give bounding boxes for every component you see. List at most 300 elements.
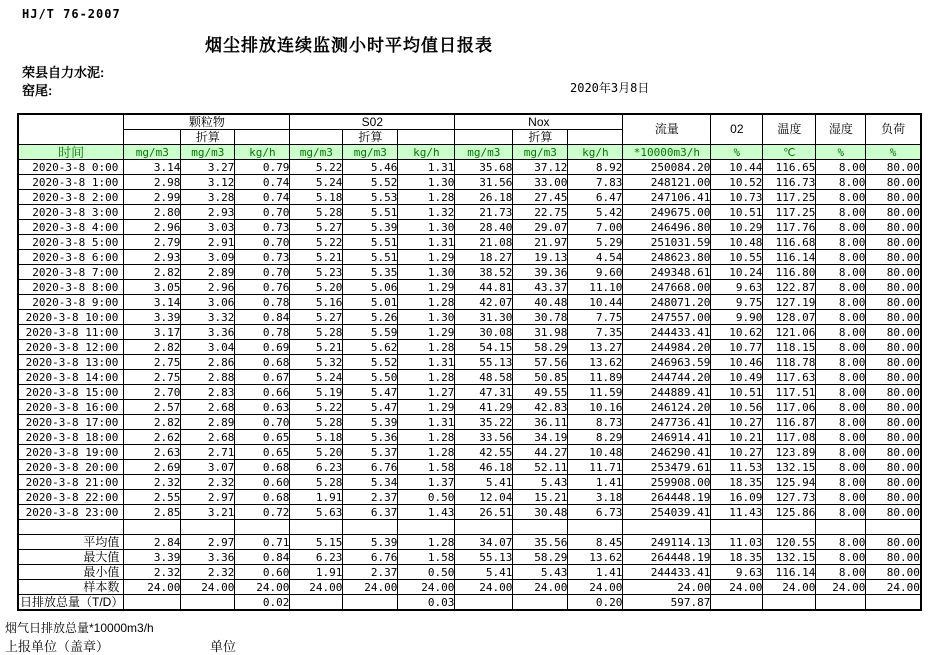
value-cell: 8.00 <box>816 295 866 310</box>
value-cell: 13.27 <box>568 340 623 355</box>
value-cell: 80.00 <box>866 220 921 235</box>
value-cell: 2.83 <box>181 385 235 400</box>
value-cell: 247557.00 <box>623 310 711 325</box>
value-cell: 80.00 <box>866 430 921 445</box>
value-cell: 132.15 <box>763 550 816 565</box>
value-cell: 5.23 <box>290 265 343 280</box>
group-header-nox: Nox <box>455 114 623 130</box>
value-cell: 2.85 <box>124 505 181 520</box>
value-cell: 26.18 <box>455 190 513 205</box>
value-cell <box>866 595 921 611</box>
value-cell: 1.32 <box>398 205 455 220</box>
value-cell: 3.12 <box>181 175 235 190</box>
subheader-so2-converted: 折算 <box>343 130 398 145</box>
value-cell: 0.78 <box>235 325 290 340</box>
value-cell: 2.79 <box>124 235 181 250</box>
header-group-row <box>18 114 921 130</box>
value-cell: 1.28 <box>398 535 455 550</box>
group-header-pm: 颗粒物 <box>124 114 290 130</box>
company-name: 荣县自力水泥: <box>22 65 105 80</box>
data-row <box>18 175 921 190</box>
value-cell: 24.00 <box>623 580 711 595</box>
value-cell: 5.24 <box>290 370 343 385</box>
data-row <box>18 370 921 385</box>
value-cell: 5.43 <box>513 565 568 580</box>
subheader-blank <box>235 130 290 145</box>
value-cell: 2.75 <box>124 355 181 370</box>
value-cell: 5.36 <box>343 430 398 445</box>
row-label-cell: 2020-3-8 11:00 <box>18 325 124 340</box>
value-cell: 24.00 <box>711 580 763 595</box>
value-cell: 244433.41 <box>623 565 711 580</box>
value-cell: 3.21 <box>181 505 235 520</box>
value-cell: 29.07 <box>513 220 568 235</box>
value-cell: 10.77 <box>711 340 763 355</box>
value-cell: 2.89 <box>181 415 235 430</box>
value-cell: 5.46 <box>343 160 398 175</box>
row-label-cell: 2020-3-8 19:00 <box>18 445 124 460</box>
row-label-cell: 2020-3-8 4:00 <box>18 220 124 235</box>
row-label-cell: 2020-3-8 15:00 <box>18 385 124 400</box>
value-cell: 121.06 <box>763 325 816 340</box>
value-cell: 5.20 <box>290 280 343 295</box>
value-cell: 40.48 <box>513 295 568 310</box>
value-cell: 5.35 <box>343 265 398 280</box>
value-cell: 5.53 <box>343 190 398 205</box>
value-cell: 8.00 <box>816 205 866 220</box>
value-cell: 80.00 <box>866 535 921 550</box>
value-cell: 24.00 <box>866 580 921 595</box>
value-cell: 247736.41 <box>623 415 711 430</box>
value-cell: 3.03 <box>181 220 235 235</box>
value-cell: 80.00 <box>866 265 921 280</box>
value-cell: 0.79 <box>235 160 290 175</box>
value-cell: 4.54 <box>568 250 623 265</box>
value-cell: 3.17 <box>124 325 181 340</box>
value-cell: 9.63 <box>711 280 763 295</box>
value-cell: 30.78 <box>513 310 568 325</box>
header-units-row <box>18 145 921 160</box>
value-cell: 10.56 <box>711 400 763 415</box>
value-cell: 2.93 <box>124 250 181 265</box>
value-cell: 249114.13 <box>623 535 711 550</box>
value-cell: 80.00 <box>866 325 921 340</box>
value-cell: 5.24 <box>290 175 343 190</box>
value-cell: 30.08 <box>455 325 513 340</box>
unit-cell: mg/m3 <box>455 145 513 160</box>
row-label-cell: 2020-3-8 7:00 <box>18 265 124 280</box>
value-cell: 10.49 <box>711 370 763 385</box>
value-cell: 1.30 <box>398 310 455 325</box>
value-cell: 10.27 <box>711 445 763 460</box>
value-cell: 2.91 <box>181 235 235 250</box>
value-cell: 8.00 <box>816 400 866 415</box>
subheader-nox-converted: 折算 <box>513 130 568 145</box>
empty-cell <box>866 520 921 535</box>
value-cell: 117.08 <box>763 430 816 445</box>
value-cell: 5.27 <box>290 310 343 325</box>
data-row <box>18 250 921 265</box>
value-cell: 8.00 <box>816 235 866 250</box>
value-cell: 2.32 <box>124 475 181 490</box>
row-label-cell: 2020-3-8 9:00 <box>18 295 124 310</box>
summary-row <box>18 535 921 550</box>
value-cell: 2.96 <box>124 220 181 235</box>
row-label-cell: 2020-3-8 3:00 <box>18 205 124 220</box>
row-label-cell: 2020-3-8 14:00 <box>18 370 124 385</box>
value-cell: 33.56 <box>455 430 513 445</box>
table-body <box>18 160 921 611</box>
value-cell: 21.97 <box>513 235 568 250</box>
value-cell: 116.68 <box>763 235 816 250</box>
value-cell: 6.23 <box>290 460 343 475</box>
value-cell: 5.19 <box>290 385 343 400</box>
unit-cell: mg/m3 <box>181 145 235 160</box>
value-cell: 2.32 <box>124 565 181 580</box>
value-cell: 127.73 <box>763 490 816 505</box>
unit-cell: mg/m3 <box>290 145 343 160</box>
report-date: 2020年3月8日 <box>570 81 650 95</box>
value-cell: 8.00 <box>816 535 866 550</box>
value-cell: 2.70 <box>124 385 181 400</box>
value-cell: 12.04 <box>455 490 513 505</box>
value-cell: 1.91 <box>290 565 343 580</box>
data-row <box>18 295 921 310</box>
value-cell: 35.56 <box>513 535 568 550</box>
value-cell: 127.19 <box>763 295 816 310</box>
value-cell: 24.00 <box>235 580 290 595</box>
value-cell: 2.82 <box>124 340 181 355</box>
value-cell: 1.31 <box>398 235 455 250</box>
value-cell: 8.00 <box>816 310 866 325</box>
value-cell: 8.00 <box>816 370 866 385</box>
value-cell: 50.85 <box>513 370 568 385</box>
empty-cell <box>455 520 513 535</box>
value-cell: 8.00 <box>816 355 866 370</box>
group-header-load: 负荷 <box>866 114 921 145</box>
value-cell: 11.71 <box>568 460 623 475</box>
value-cell: 0.68 <box>235 490 290 505</box>
value-cell: 117.63 <box>763 370 816 385</box>
value-cell: 5.21 <box>290 250 343 265</box>
value-cell: 8.45 <box>568 535 623 550</box>
value-cell: 80.00 <box>866 280 921 295</box>
row-label-cell: 2020-3-8 0:00 <box>18 160 124 175</box>
value-cell: 48.58 <box>455 370 513 385</box>
value-cell: 0.73 <box>235 250 290 265</box>
time-header-spacer <box>18 114 124 145</box>
value-cell: 24.00 <box>513 580 568 595</box>
value-cell: 597.87 <box>623 595 711 611</box>
value-cell: 5.28 <box>290 475 343 490</box>
value-cell: 5.15 <box>290 535 343 550</box>
value-cell: 244889.41 <box>623 385 711 400</box>
value-cell: 2.62 <box>124 430 181 445</box>
value-cell: 0.71 <box>235 535 290 550</box>
value-cell: 6.23 <box>290 550 343 565</box>
row-label-cell: 2020-3-8 21:00 <box>18 475 124 490</box>
value-cell: 1.41 <box>568 565 623 580</box>
row-label-cell: 2020-3-8 23:00 <box>18 505 124 520</box>
subheader-blank <box>568 130 623 145</box>
value-cell: 248121.00 <box>623 175 711 190</box>
value-cell: 116.80 <box>763 265 816 280</box>
value-cell: 8.73 <box>568 415 623 430</box>
subheader-blank <box>398 130 455 145</box>
value-cell: 1.30 <box>398 175 455 190</box>
value-cell <box>343 595 398 611</box>
value-cell: 244984.20 <box>623 340 711 355</box>
value-cell: 5.22 <box>290 160 343 175</box>
value-cell: 2.68 <box>181 400 235 415</box>
value-cell: 5.18 <box>290 190 343 205</box>
value-cell: 0.60 <box>235 475 290 490</box>
data-row <box>18 235 921 250</box>
value-cell: 8.92 <box>568 160 623 175</box>
summary-row <box>18 565 921 580</box>
value-cell <box>181 595 235 611</box>
value-cell: 3.32 <box>181 310 235 325</box>
value-cell: 10.55 <box>711 250 763 265</box>
value-cell: 11.03 <box>711 535 763 550</box>
value-cell: 6.47 <box>568 190 623 205</box>
data-row <box>18 490 921 505</box>
empty-cell <box>343 520 398 535</box>
value-cell: 1.41 <box>568 475 623 490</box>
row-label-cell: 最小值 <box>18 565 124 580</box>
value-cell <box>455 595 513 611</box>
row-label-cell: 2020-3-8 12:00 <box>18 340 124 355</box>
value-cell: 247106.41 <box>623 190 711 205</box>
value-cell: 5.20 <box>290 445 343 460</box>
value-cell: 5.06 <box>343 280 398 295</box>
row-label-cell: 2020-3-8 10:00 <box>18 310 124 325</box>
value-cell: 2.93 <box>181 205 235 220</box>
data-row <box>18 385 921 400</box>
value-cell: 1.29 <box>398 325 455 340</box>
value-cell: 5.34 <box>343 475 398 490</box>
value-cell: 24.00 <box>398 580 455 595</box>
value-cell: 24.00 <box>290 580 343 595</box>
value-cell: 116.65 <box>763 160 816 175</box>
value-cell: 80.00 <box>866 385 921 400</box>
value-cell: 8.00 <box>816 220 866 235</box>
value-cell: 9.63 <box>711 565 763 580</box>
value-cell: 13.62 <box>568 355 623 370</box>
value-cell: 3.36 <box>181 550 235 565</box>
value-cell: 80.00 <box>866 475 921 490</box>
value-cell: 31.98 <box>513 325 568 340</box>
value-cell: 5.18 <box>290 430 343 445</box>
value-cell: 116.73 <box>763 175 816 190</box>
unit-cell: % <box>816 145 866 160</box>
value-cell: 2.97 <box>181 535 235 550</box>
empty-cell <box>181 520 235 535</box>
value-cell: 2.32 <box>181 565 235 580</box>
value-cell: 5.28 <box>290 205 343 220</box>
value-cell: 254039.41 <box>623 505 711 520</box>
value-cell: 5.50 <box>343 370 398 385</box>
data-row <box>18 445 921 460</box>
unit-cell: ℃ <box>763 145 816 160</box>
value-cell: 3.36 <box>181 325 235 340</box>
value-cell: 0.02 <box>235 595 290 611</box>
value-cell: 5.43 <box>513 475 568 490</box>
summary-row <box>18 595 921 611</box>
value-cell: 49.55 <box>513 385 568 400</box>
value-cell: 5.37 <box>343 445 398 460</box>
value-cell: 80.00 <box>866 460 921 475</box>
value-cell: 0.70 <box>235 415 290 430</box>
value-cell: 6.76 <box>343 460 398 475</box>
row-label-cell: 2020-3-8 16:00 <box>18 400 124 415</box>
value-cell: 1.91 <box>290 490 343 505</box>
value-cell: 0.72 <box>235 505 290 520</box>
data-row <box>18 475 921 490</box>
value-cell: 0.84 <box>235 550 290 565</box>
value-cell: 3.14 <box>124 295 181 310</box>
empty-cell <box>763 520 816 535</box>
value-cell: 54.15 <box>455 340 513 355</box>
value-cell: 128.07 <box>763 310 816 325</box>
unit-cell: kg/h <box>235 145 290 160</box>
value-cell: 18.27 <box>455 250 513 265</box>
value-cell: 8.00 <box>816 265 866 280</box>
value-cell: 11.89 <box>568 370 623 385</box>
data-row <box>18 220 921 235</box>
value-cell: 3.06 <box>181 295 235 310</box>
value-cell: 251031.59 <box>623 235 711 250</box>
value-cell: 10.44 <box>568 295 623 310</box>
value-cell: 8.00 <box>816 430 866 445</box>
value-cell: 2.99 <box>124 190 181 205</box>
value-cell: 28.40 <box>455 220 513 235</box>
row-label-cell: 平均值 <box>18 535 124 550</box>
data-row <box>18 415 921 430</box>
value-cell: 116.14 <box>763 250 816 265</box>
footer-unit-label: 单位 <box>210 639 237 654</box>
value-cell: 3.39 <box>124 310 181 325</box>
value-cell: 1.37 <box>398 475 455 490</box>
value-cell: 1.29 <box>398 250 455 265</box>
monitor-location: 窑尾: <box>22 83 53 98</box>
value-cell: 248623.80 <box>623 250 711 265</box>
value-cell: 8.00 <box>816 190 866 205</box>
value-cell: 8.00 <box>816 340 866 355</box>
data-row <box>18 160 921 175</box>
value-cell: 8.00 <box>816 460 866 475</box>
value-cell: 34.19 <box>513 430 568 445</box>
value-cell: 0.03 <box>398 595 455 611</box>
value-cell: 244744.20 <box>623 370 711 385</box>
value-cell: 1.28 <box>398 445 455 460</box>
value-cell: 246124.20 <box>623 400 711 415</box>
value-cell: 5.52 <box>343 175 398 190</box>
value-cell: 0.70 <box>235 265 290 280</box>
value-cell: 5.22 <box>290 400 343 415</box>
value-cell: 10.21 <box>711 430 763 445</box>
value-cell: 10.24 <box>711 265 763 280</box>
value-cell: 3.27 <box>181 160 235 175</box>
value-cell: 0.74 <box>235 175 290 190</box>
value-cell: 42.07 <box>455 295 513 310</box>
value-cell: 2.75 <box>124 370 181 385</box>
value-cell: 0.69 <box>235 340 290 355</box>
row-label-cell: 2020-3-8 22:00 <box>18 490 124 505</box>
row-label-cell: 2020-3-8 17:00 <box>18 415 124 430</box>
value-cell: 36.11 <box>513 415 568 430</box>
data-row <box>18 265 921 280</box>
value-cell: 3.07 <box>181 460 235 475</box>
value-cell: 1.28 <box>398 370 455 385</box>
value-cell: 117.25 <box>763 190 816 205</box>
value-cell: 6.76 <box>343 550 398 565</box>
value-cell: 57.56 <box>513 355 568 370</box>
value-cell: 249348.61 <box>623 265 711 280</box>
value-cell: 11.43 <box>711 505 763 520</box>
value-cell: 10.62 <box>711 325 763 340</box>
value-cell: 46.18 <box>455 460 513 475</box>
value-cell: 3.09 <box>181 250 235 265</box>
value-cell: 80.00 <box>866 295 921 310</box>
empty-cell <box>513 520 568 535</box>
value-cell: 125.94 <box>763 475 816 490</box>
value-cell: 24.00 <box>763 580 816 595</box>
value-cell: 2.80 <box>124 205 181 220</box>
value-cell: 10.48 <box>711 235 763 250</box>
value-cell: 0.63 <box>235 400 290 415</box>
value-cell: 19.13 <box>513 250 568 265</box>
value-cell <box>763 595 816 611</box>
value-cell: 2.71 <box>181 445 235 460</box>
unit-cell: mg/m3 <box>513 145 568 160</box>
value-cell: 0.70 <box>235 205 290 220</box>
value-cell <box>290 595 343 611</box>
value-cell: 10.46 <box>711 355 763 370</box>
value-cell: 55.13 <box>455 355 513 370</box>
value-cell: 80.00 <box>866 310 921 325</box>
value-cell: 42.83 <box>513 400 568 415</box>
value-cell: 10.48 <box>568 445 623 460</box>
empty-cell <box>235 520 290 535</box>
value-cell: 58.29 <box>513 340 568 355</box>
summary-row <box>18 580 921 595</box>
value-cell: 1.31 <box>398 355 455 370</box>
empty-cell <box>711 520 763 535</box>
value-cell: 9.90 <box>711 310 763 325</box>
value-cell: 8.00 <box>816 160 866 175</box>
value-cell: 0.65 <box>235 430 290 445</box>
value-cell: 9.60 <box>568 265 623 280</box>
value-cell: 8.00 <box>816 415 866 430</box>
value-cell: 10.16 <box>568 400 623 415</box>
value-cell: 5.63 <box>290 505 343 520</box>
value-cell: 5.41 <box>455 565 513 580</box>
value-cell: 80.00 <box>866 250 921 265</box>
value-cell: 1.58 <box>398 550 455 565</box>
value-cell: 0.76 <box>235 280 290 295</box>
value-cell: 24.00 <box>181 580 235 595</box>
value-cell: 80.00 <box>866 415 921 430</box>
value-cell: 0.84 <box>235 310 290 325</box>
value-cell: 8.00 <box>816 325 866 340</box>
value-cell: 9.75 <box>711 295 763 310</box>
data-row <box>18 460 921 475</box>
value-cell: 2.82 <box>124 265 181 280</box>
row-label-cell: 2020-3-8 13:00 <box>18 355 124 370</box>
value-cell: 42.55 <box>455 445 513 460</box>
value-cell: 22.75 <box>513 205 568 220</box>
